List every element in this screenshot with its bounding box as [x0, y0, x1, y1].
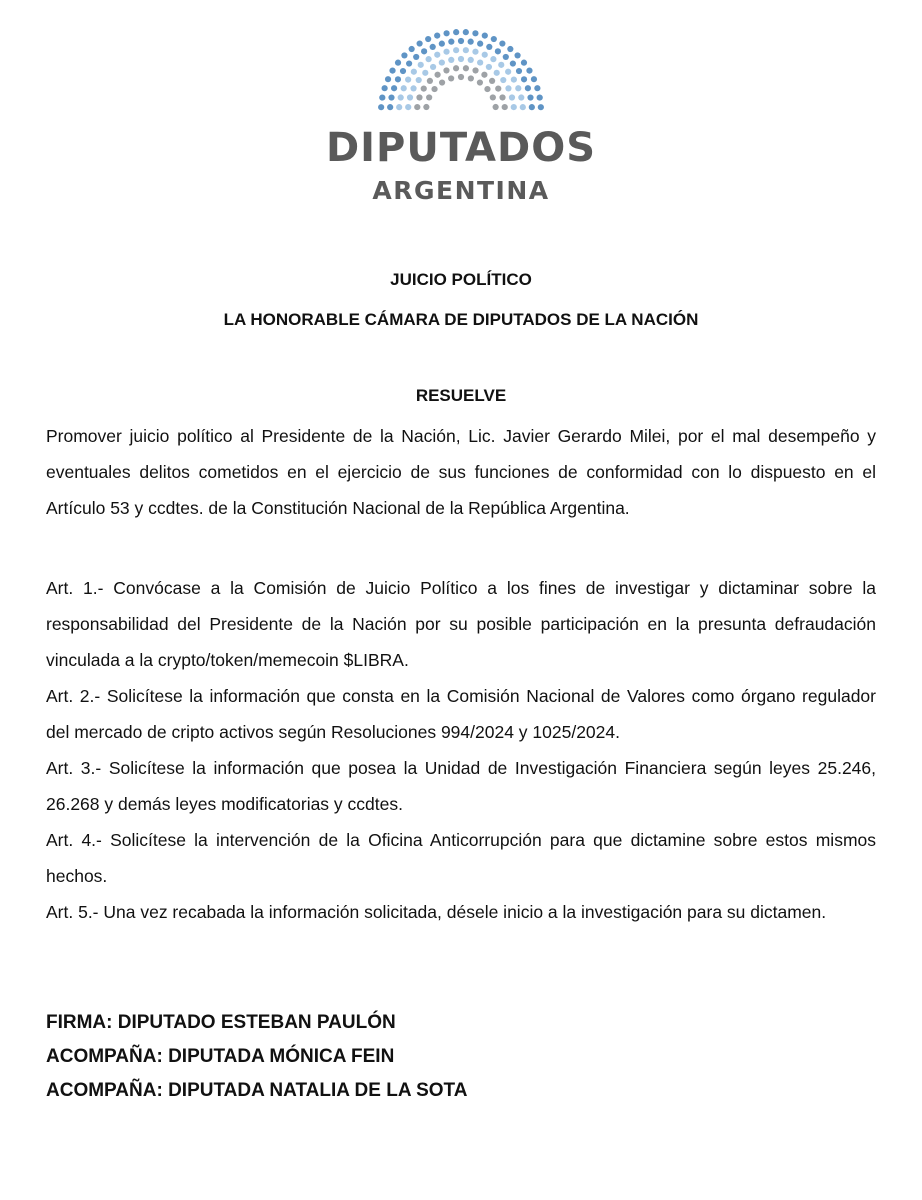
seat-dot	[538, 104, 544, 110]
seat-dot	[434, 72, 440, 78]
seat-dot	[458, 38, 464, 44]
seat-dot	[486, 44, 492, 50]
seat-dot	[443, 67, 449, 73]
seat-dot	[400, 68, 406, 74]
seat-dot	[430, 44, 436, 50]
seat-dot	[385, 76, 391, 82]
seat-dot	[477, 79, 483, 85]
seat-dot	[537, 94, 543, 100]
seat-dot	[398, 94, 404, 100]
seat-dot	[421, 48, 427, 54]
seat-dot	[495, 85, 501, 91]
seat-dot	[477, 59, 483, 65]
seat-dot	[417, 40, 423, 46]
chamber-heading: LA HONORABLE CÁMARA DE DIPUTADOS DE LA NACIÓN	[223, 310, 699, 329]
seat-dot	[486, 64, 492, 70]
document-title: JUICIO POLÍTICO	[390, 270, 532, 289]
seat-dot	[401, 52, 407, 58]
seat-dot	[388, 94, 394, 100]
seat-dot	[518, 94, 524, 100]
seat-dot	[499, 40, 505, 46]
seat-dot	[395, 76, 401, 82]
seat-dot	[500, 77, 506, 83]
seat-dot	[439, 59, 445, 65]
seat-dot	[414, 104, 420, 110]
seat-dot	[431, 86, 437, 92]
hemicycle-seats-icon	[371, 28, 551, 114]
article-2: Art. 2.- Solicítese la información que consta en la Comisión Nacional de Valores como órgano regulador del mercado de cripto activos según Resoluciones 994/2024 y 1025/2024.	[46, 686, 876, 742]
seat-dot	[481, 72, 487, 78]
seat-dot	[434, 33, 440, 39]
seat-dot	[507, 46, 513, 52]
seat-dot	[416, 77, 422, 83]
signature-line-2: ACOMPAÑA: DIPUTADA MÓNICA FEIN	[46, 1046, 395, 1067]
seat-dot	[453, 65, 459, 71]
seat-dot	[401, 85, 407, 91]
seat-dot	[448, 39, 454, 45]
seat-dot	[379, 94, 385, 100]
seat-dot	[423, 104, 429, 110]
seat-dot	[463, 47, 469, 53]
seat-dot	[491, 36, 497, 42]
signatures-block	[46, 1006, 876, 1108]
seat-dot	[503, 54, 509, 60]
resolves-heading: RESUELVE	[415, 386, 507, 405]
seat-dot	[448, 75, 454, 81]
seat-dot	[490, 56, 496, 62]
seat-dot	[521, 60, 527, 66]
seat-dot	[378, 104, 384, 110]
seat-dot	[468, 39, 474, 45]
seat-dot	[434, 52, 440, 58]
seat-dot	[510, 60, 516, 66]
seat-dot	[526, 68, 532, 74]
seat-dot	[405, 77, 411, 83]
signature-line-3: ACOMPAÑA: DIPUTADA NATALIA DE LA SOTA	[46, 1080, 468, 1101]
seat-dot	[490, 94, 496, 100]
seat-dot	[520, 104, 526, 110]
seat-dot	[472, 30, 478, 36]
seat-dot	[463, 65, 469, 71]
seat-dot	[516, 68, 522, 74]
seat-dot	[439, 79, 445, 85]
seat-dot	[505, 85, 511, 91]
signature-line-1: FIRMA: DIPUTADO ESTEBAN PAULÓN	[46, 1012, 396, 1033]
seat-dot	[472, 67, 478, 73]
seat-dot	[531, 76, 537, 82]
seat-dot	[468, 57, 474, 63]
seat-dot	[515, 85, 521, 91]
articles-list	[46, 570, 876, 930]
article-5: Art. 5.- Una vez recabada la información solicitada, désele inicio a la investigación para su dictamen.	[46, 902, 827, 922]
seat-dot	[411, 69, 417, 75]
seat-dot	[387, 104, 393, 110]
seat-dot	[477, 41, 483, 47]
seat-dot	[396, 104, 402, 110]
seat-dot	[389, 68, 395, 74]
seat-dot	[409, 46, 415, 52]
seat-dot	[458, 74, 464, 80]
seat-dot	[482, 52, 488, 58]
seat-dot	[472, 49, 478, 55]
seat-dot	[514, 52, 520, 58]
seat-dot	[448, 57, 454, 63]
seat-dot	[405, 104, 411, 110]
diputados-logo	[0, 28, 922, 203]
seat-dot	[425, 36, 431, 42]
intro-text: Promover juicio político al Presidente de la Nación, Lic. Javier Gerardo Milei, por el mal desempeño y eventuales delitos cometidos en el ejercicio de sus funciones de conformidad con lo dispuesto en el Artículo 53 y ccdtes. de la Constitución Nacional de la República Argentina.	[46, 426, 876, 518]
seat-dot	[494, 70, 500, 76]
seat-dot	[391, 85, 397, 91]
seat-dot	[422, 70, 428, 76]
seat-dot	[421, 85, 427, 91]
seat-dot	[511, 104, 517, 110]
seat-dot	[527, 94, 533, 100]
seat-dot	[534, 85, 540, 91]
seat-dot	[453, 29, 459, 35]
intro-paragraph	[46, 418, 876, 526]
seat-dot	[416, 94, 422, 100]
logo-name: DIPUTADOS	[325, 125, 597, 171]
seat-dot	[525, 85, 531, 91]
seat-dot	[430, 64, 436, 70]
article-3: Art. 3.- Solicítese la información que posea la Unidad de Investigación Financiera según leyes 25.246, 26.268 y demás leyes modificatorias y ccdtes.	[46, 758, 876, 814]
seat-dot	[484, 86, 490, 92]
seat-dot	[502, 104, 508, 110]
seat-dot	[407, 94, 413, 100]
seat-dot	[418, 62, 424, 68]
seat-dot	[493, 104, 499, 110]
seat-dot	[495, 48, 501, 54]
seat-dot	[468, 75, 474, 81]
seat-dot	[453, 47, 459, 53]
seat-dot	[499, 94, 505, 100]
seat-dot	[482, 33, 488, 39]
seat-dot	[413, 54, 419, 60]
seat-dot	[529, 104, 535, 110]
seat-dot	[427, 78, 433, 84]
seat-dot	[509, 94, 515, 100]
seat-dot	[426, 94, 432, 100]
seat-dot	[426, 56, 432, 62]
seat-dot	[489, 78, 495, 84]
seat-dot	[521, 76, 527, 82]
seat-dot	[511, 77, 517, 83]
logo-subname: ARGENTINA	[372, 176, 550, 205]
seat-dot	[382, 85, 388, 91]
seat-dot	[439, 41, 445, 47]
seat-dot	[410, 85, 416, 91]
seat-dot	[443, 30, 449, 36]
seat-dot	[443, 49, 449, 55]
seat-dot	[463, 29, 469, 35]
seat-dot	[406, 60, 412, 66]
article-1: Art. 1.- Convócase a la Comisión de Juicio Político a los fines de investigar y dictaminar sobre la responsabilidad del Presidente de la Nación por su posible participación en la presunta defraudación vinculada a la crypto/token/memecoin $LIBRA.	[46, 578, 876, 670]
seat-dot	[395, 60, 401, 66]
seat-dot	[498, 62, 504, 68]
seat-dot	[505, 69, 511, 75]
article-4: Art. 4.- Solicítese la intervención de la Oficina Anticorrupción para que dictamine sobre estos mismos hechos.	[46, 830, 876, 886]
seat-dot	[458, 56, 464, 62]
